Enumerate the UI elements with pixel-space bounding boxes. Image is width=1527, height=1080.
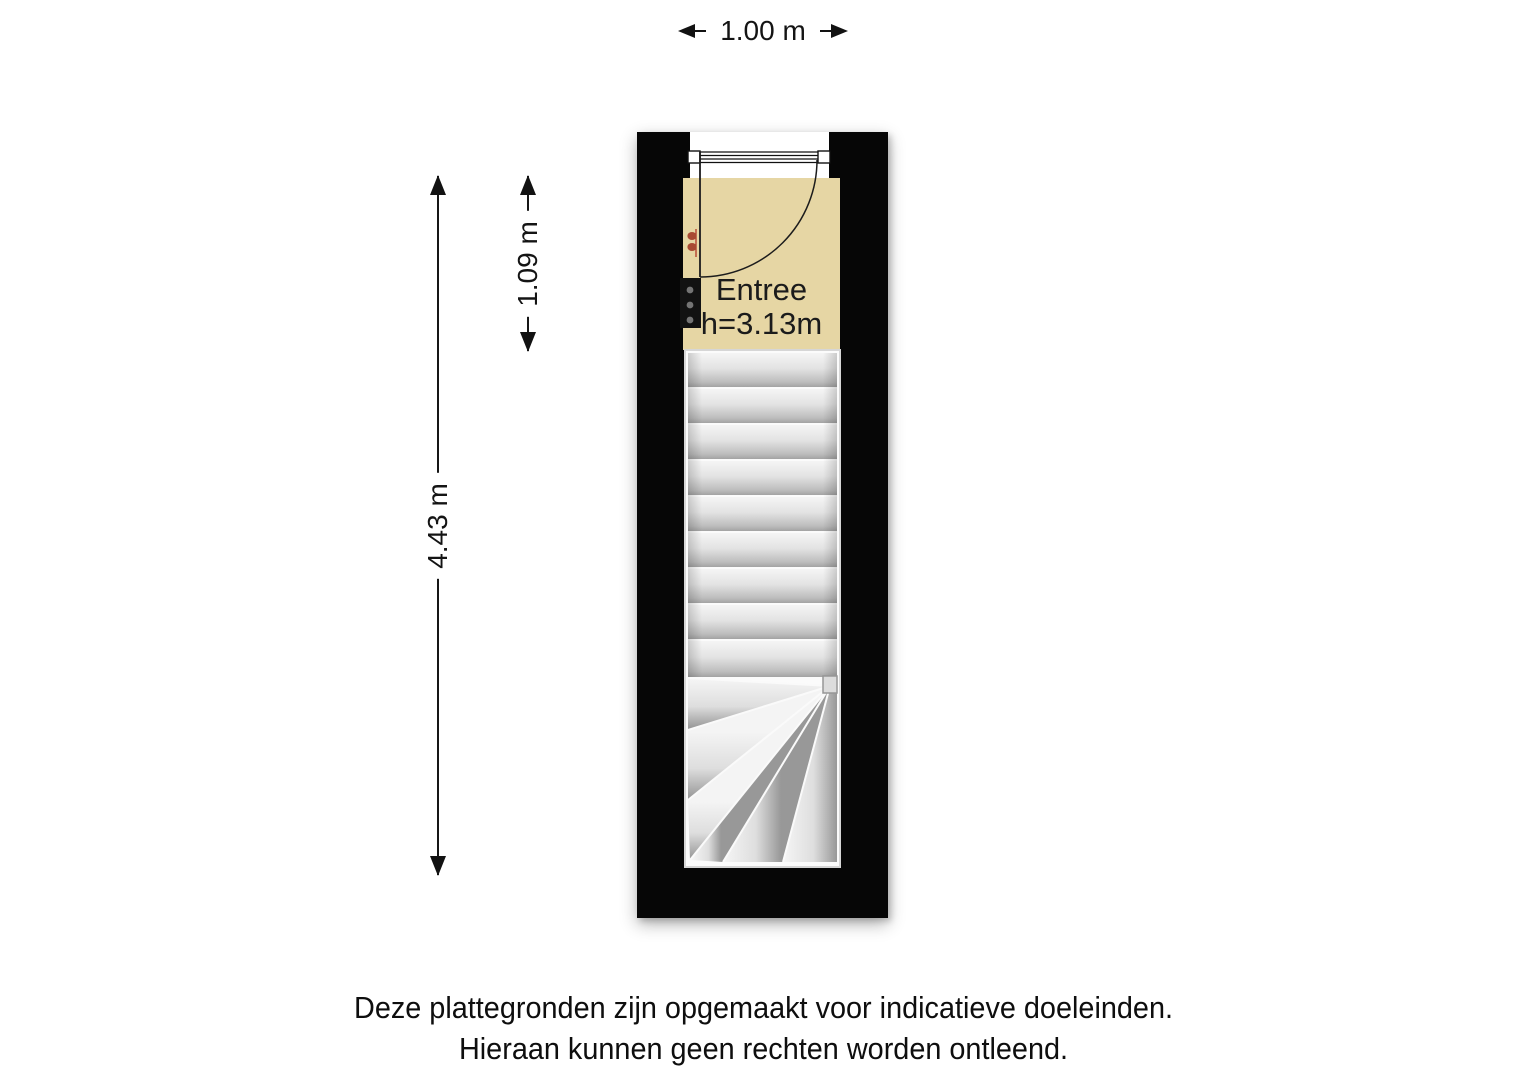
disclaimer-line-1: Deze plattegronden zijn opgemaakt voor indicatieve doeleinden. [353,990,1173,1025]
total-depth-label: 4.43 m [420,473,456,579]
total-depth-dimension [422,176,453,875]
width-dimension [678,14,848,48]
disclaimer [53,987,1473,1069]
stair-tread [688,497,837,531]
dimension-arrow-up-icon [430,175,446,195]
stair-tread [688,569,837,603]
disclaimer-line-2: Hieraan kunnen geen rechten worden ontleend. [458,1031,1069,1066]
dimension-arrow-down-icon [430,856,446,876]
floor-plan-drawing [637,132,888,918]
stair-tread [688,605,837,639]
stair-tread [688,641,837,677]
entree-depth-dimension [512,176,543,351]
stair-tread [688,533,837,567]
room-label [661,273,862,341]
newel-post [823,676,837,693]
tread-side-shadow [823,353,837,677]
dimension-arrow-right-icon [820,24,848,38]
entree-depth-label: 1.09 m [510,211,546,317]
dimension-arrow-up-icon [520,175,536,195]
tread-side-shadow [688,353,702,677]
dimension-arrow-left-icon [678,24,706,38]
width-dimension-label: 1.00 m [720,15,806,46]
stair-tread [688,425,837,459]
stair-tread [688,353,837,387]
stair-tread [688,389,837,423]
staircase [688,353,837,862]
room-height-label: h=3.13m [700,306,823,341]
floor-plan [637,132,888,918]
stair-tread [688,461,837,495]
room-name-label: Entree [715,272,808,307]
dimension-arrow-down-icon [520,332,536,352]
